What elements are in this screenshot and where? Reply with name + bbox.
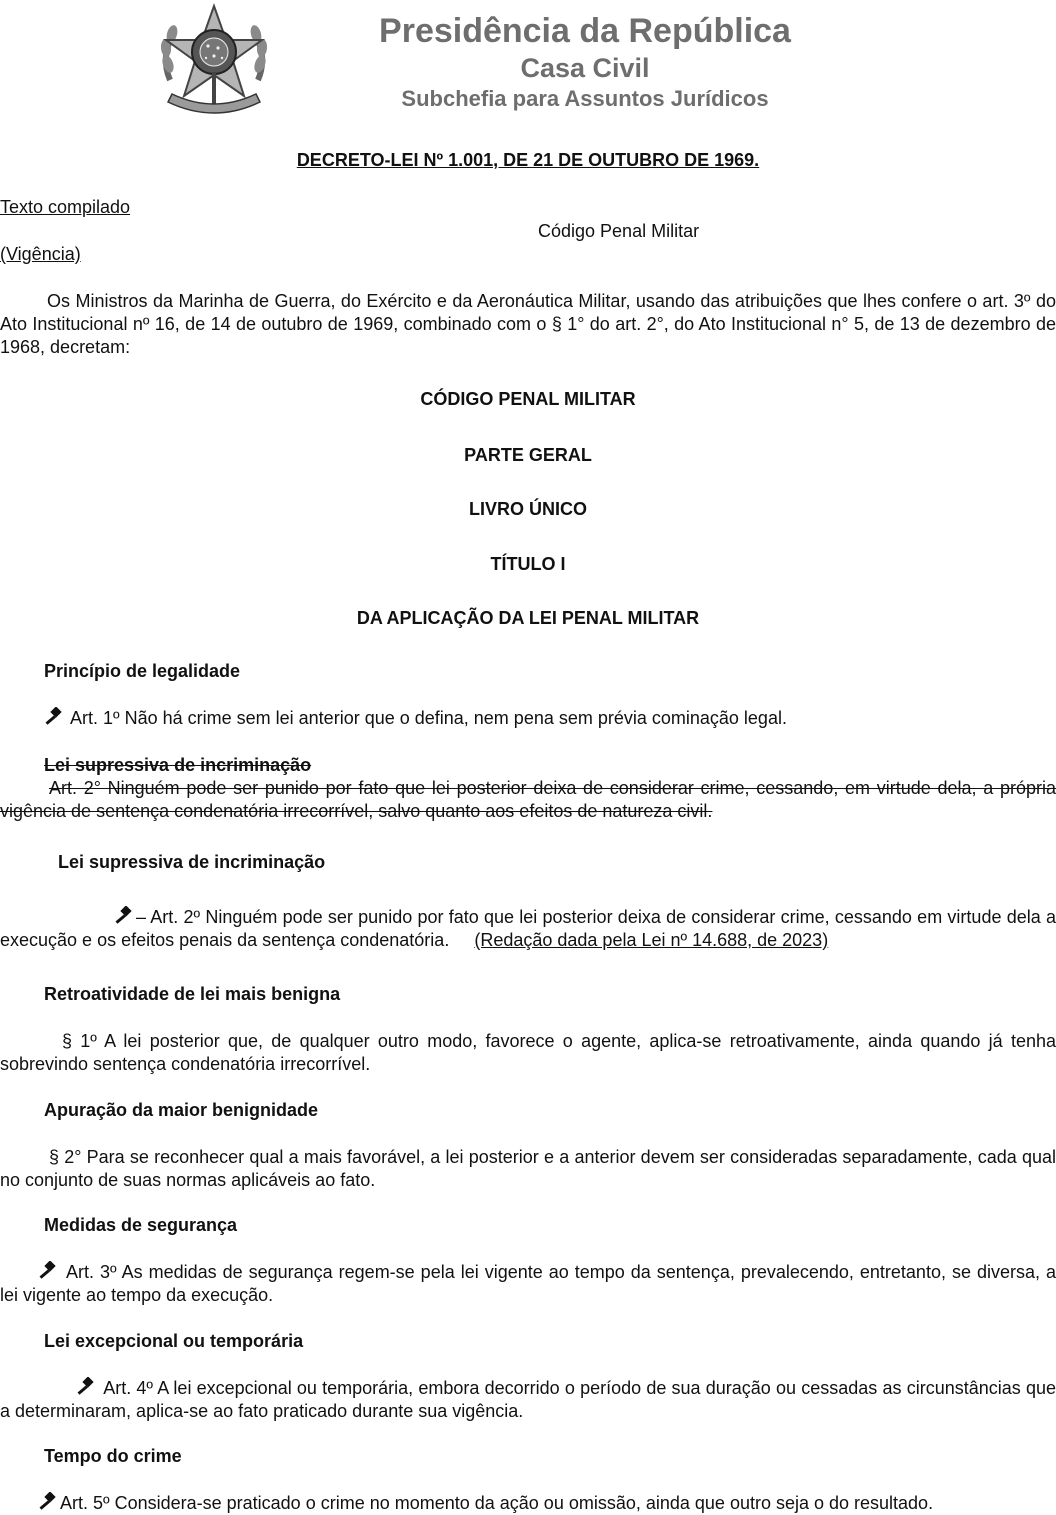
article-3 xyxy=(0,1261,1056,1307)
heading-excepcional: Lei excepcional ou temporária xyxy=(44,1331,304,1351)
header-casa-civil: Casa Civil xyxy=(520,53,650,83)
heading-legalidade: Princípio de legalidade xyxy=(44,661,241,681)
gavel-icon[interactable] xyxy=(76,1377,98,1397)
header-subchefia: Subchefia para Assuntos Jurídicos xyxy=(401,86,769,111)
gavel-icon[interactable] xyxy=(38,1492,60,1512)
article-2-text: – Art. 2º Ninguém pode ser punido por fato que lei posterior deixa de considerar crime, cessando em virtude dela a execução e os efeitos penais da sentença condenatória. xyxy=(0,907,1056,950)
heading-tempo: Tempo do crime xyxy=(44,1446,182,1466)
heading-retroatividade: Retroatividade de lei mais benigna xyxy=(44,984,341,1004)
article-5 xyxy=(0,1492,1056,1515)
gavel-icon[interactable] xyxy=(114,906,136,926)
ementa: Código Penal Militar xyxy=(538,221,700,241)
preamble: Os Ministros da Marinha de Guerra, do Exército e da Aeronáutica Militar, usando das atribuições que lhes confere o art. 3º do Ato Institucional nº 16, de 14 de outubro de 1969, combinado com o § 1° do art. 2°, do Ato Institucional n° 5, de 13 de dezembro de 1968, decretam: xyxy=(0,291,1056,357)
heading-livro: LIVRO ÚNICO xyxy=(468,499,587,519)
article-5-text: Art. 5º Considera-se praticado o crime no momento da ação ou omissão, ainda que outro seja o do resultado. xyxy=(60,1493,934,1513)
heading-medidas: Medidas de segurança xyxy=(44,1215,238,1235)
article-2-revoked: Art. 2° Ninguém pode ser punido por fato que lei posterior deixa de considerar crime, cessando, em virtude dela, a própria vigência de sentença condenatória irrecorrível, salvo quanto aos efeitos de natureza civil. xyxy=(0,778,1056,821)
heading-codigo: CÓDIGO PENAL MILITAR xyxy=(420,389,636,409)
article-1-text: Art. 1º Não há crime sem lei anterior que o defina, nem pena sem prévia cominação legal. xyxy=(70,708,787,728)
heading-supressiva-revoked: Lei supressiva de incriminação xyxy=(44,755,312,775)
redacao-lei-14688-link[interactable]: (Redação dada pela Lei nº 14.688, de 2023) xyxy=(474,930,829,950)
vigencia-link[interactable]: (Vigência) xyxy=(0,244,81,264)
article-4-text: Art. 4º A lei excepcional ou temporária, embora decorrido o período de sua duração ou cessadas as circunstâncias que a determinaram, aplica-se ao fato praticado durante sua vigência. xyxy=(0,1378,1056,1421)
gavel-icon[interactable] xyxy=(44,707,66,727)
heading-titulo: TÍTULO I xyxy=(490,554,566,574)
heading-apuracao: Apuração da maior benignidade xyxy=(44,1100,319,1120)
gavel-icon[interactable] xyxy=(38,1261,60,1281)
texto-compilado-link[interactable]: Texto compilado xyxy=(0,197,131,217)
paragraph-2: § 2° Para se reconhecer qual a mais favorável, a lei posterior e a anterior devem ser consideradas separadamente, cada qual no conjunto de suas normas aplicáveis ao fato. xyxy=(0,1147,1056,1190)
heading-supressiva: Lei supressiva de incriminação xyxy=(58,852,326,872)
heading-parte-geral: PARTE GERAL xyxy=(464,445,592,465)
heading-titulo-nome: DA APLICAÇÃO DA LEI PENAL MILITAR xyxy=(356,608,700,628)
paragraph-1: § 1º A lei posterior que, de qualquer outro modo, favorece o agente, aplica-se retroativamente, ainda quando já tenha sobrevindo sentença condenatória irrecorrível. xyxy=(0,1031,1056,1074)
decree-title: DECRETO-LEI Nº 1.001, DE 21 DE OUTUBRO DE 1969. xyxy=(296,150,760,170)
header-presidencia: Presidência da República xyxy=(379,12,791,50)
brasao-icon xyxy=(156,2,272,124)
article-1 xyxy=(0,707,1056,730)
article-3-text: Art. 3º As medidas de segurança regem-se pela lei vigente ao tempo da sentença, prevalecendo, entretanto, se diversa, a lei vigente ao tempo da execução. xyxy=(0,1262,1056,1305)
article-4 xyxy=(0,1377,1056,1423)
article-2 xyxy=(0,906,1056,952)
